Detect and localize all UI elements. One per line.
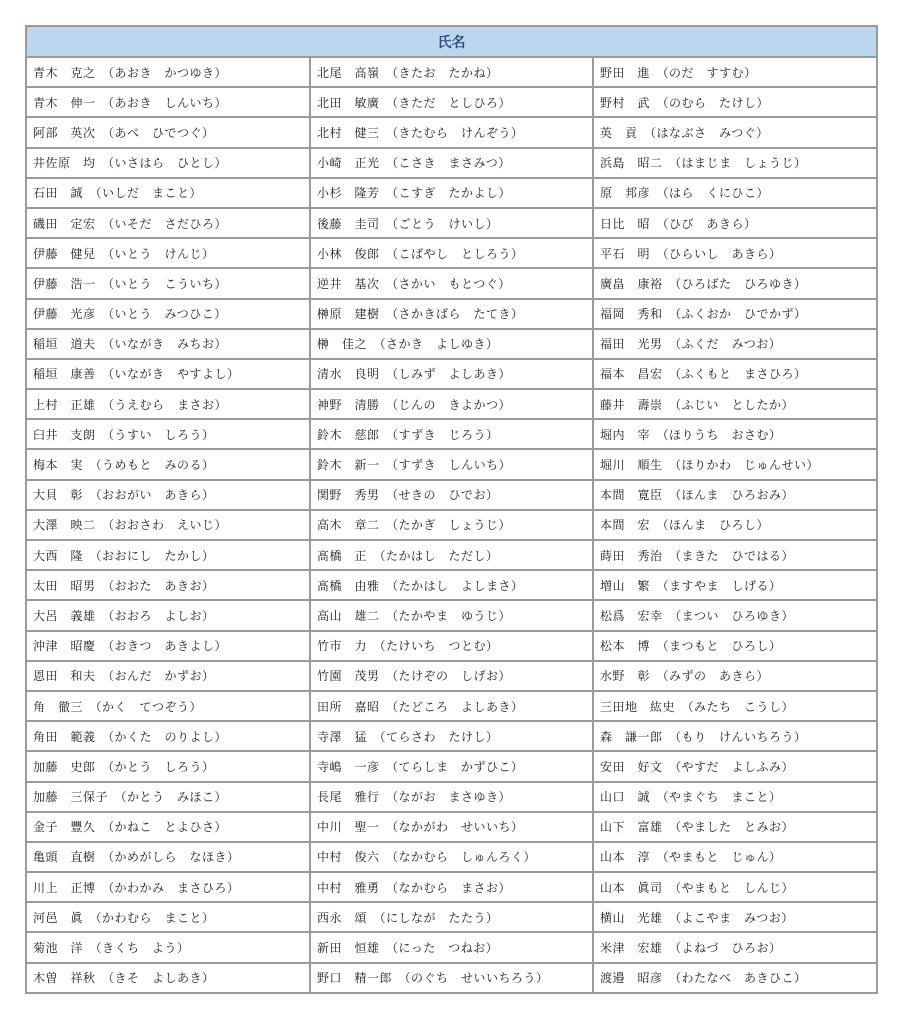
person-name: 藤井 壽崇 （ふじい としたか）	[600, 397, 795, 412]
person-name: 高木 章二 （たかぎ しょうじ）	[317, 518, 512, 533]
person-name: 髙橋 正 （たかはし ただし）	[317, 548, 499, 563]
table-row	[26, 782, 877, 812]
name-cell	[26, 299, 310, 329]
person-name: 川上 正博 （かわかみ まさひろ）	[33, 880, 240, 895]
name-cell	[310, 480, 593, 510]
person-name: 竹園 茂男 （たけぞの しげお）	[317, 669, 512, 684]
name-cell	[310, 449, 593, 479]
table-row	[26, 238, 877, 268]
name-cell	[26, 751, 310, 781]
name-cell	[26, 872, 310, 902]
name-cell	[310, 963, 593, 993]
person-name: 野口 精一郎 （のぐち せいいちろう）	[317, 971, 549, 986]
person-name: 稲垣 道夫 （いながき みちお）	[33, 337, 228, 352]
table-row	[26, 691, 877, 721]
name-cell	[593, 449, 877, 479]
person-name: 廣畠 康裕 （ひろばた ひろゆき）	[600, 276, 807, 291]
name-cell	[26, 600, 310, 630]
name-cell	[26, 480, 310, 510]
person-name: 関野 秀男 （せきの ひでお）	[317, 488, 499, 503]
name-cell	[310, 57, 593, 87]
name-cell	[26, 631, 310, 661]
name-cell	[593, 902, 877, 932]
name-table	[25, 25, 878, 994]
name-cell	[310, 178, 593, 208]
name-cell	[593, 57, 877, 87]
name-cell	[26, 842, 310, 872]
name-cell	[593, 268, 877, 298]
person-name: 恩田 和夫 （おんだ かずお）	[33, 669, 215, 684]
name-cell	[26, 812, 310, 842]
person-name: 山下 富雄 （やました とみお）	[600, 820, 795, 835]
name-cell	[593, 721, 877, 751]
name-cell	[310, 208, 593, 238]
table-row	[26, 87, 877, 117]
person-name: 水野 彰 （みずの あきら）	[600, 669, 770, 684]
name-cell	[593, 782, 877, 812]
person-name: 本間 寛臣 （ほんま ひろおみ）	[600, 488, 795, 503]
name-cell	[593, 299, 877, 329]
name-cell	[26, 902, 310, 932]
table-row	[26, 299, 877, 329]
name-cell	[26, 117, 310, 147]
name-cell	[26, 932, 310, 962]
name-cell	[26, 389, 310, 419]
person-name: 河邑 眞 （かわむら まこと）	[33, 910, 215, 925]
person-name: 小杉 隆芳 （こすぎ たかよし）	[317, 186, 512, 201]
person-name: 竹市 力 （たけいち つとむ）	[317, 639, 499, 654]
person-name: 青木 伸一 （あおき しんいち）	[33, 95, 228, 110]
person-name: 英 貢 （はなぶさ みつぐ）	[600, 125, 769, 140]
person-name: 松本 博 （まつもと ひろし）	[600, 639, 782, 654]
name-cell	[593, 872, 877, 902]
person-name: 中川 聖一 （なかがわ せいいち）	[317, 820, 524, 835]
person-name: 鈴木 慈郎 （すずき じろう）	[317, 427, 499, 442]
name-cell	[310, 782, 593, 812]
person-name: 森 謙一郎 （もり けんいちろう）	[600, 729, 807, 744]
person-name: 福岡 秀和 （ふくおか ひでかず）	[600, 307, 807, 322]
table-row	[26, 510, 877, 540]
table-row	[26, 480, 877, 510]
name-cell	[310, 419, 593, 449]
person-name: 長尾 雅行 （ながお まさゆき）	[317, 790, 512, 805]
name-cell	[593, 480, 877, 510]
name-cell	[26, 963, 310, 993]
person-name: 逆井 基次 （さかい もとつぐ）	[317, 276, 511, 291]
name-cell	[310, 268, 593, 298]
name-cell	[26, 510, 310, 540]
person-name: 中村 俊六 （なかむら しゅんろく）	[317, 850, 537, 865]
person-name: 伊藤 健兒 （いとう けんじ）	[33, 246, 215, 261]
name-cell	[26, 148, 310, 178]
name-cell	[593, 751, 877, 781]
name-cell	[310, 691, 593, 721]
name-cell	[26, 178, 310, 208]
name-cell	[593, 932, 877, 962]
table-row	[26, 329, 877, 359]
person-name: 米津 宏雄 （よねづ ひろお）	[600, 941, 782, 956]
table-row	[26, 359, 877, 389]
table-row	[26, 932, 877, 962]
table-row	[26, 902, 877, 932]
table-row	[26, 631, 877, 661]
person-name: 蒔田 秀治 （まきた ひではる）	[600, 548, 795, 563]
person-name: 神野 清勝 （じんの きよかつ）	[317, 397, 512, 412]
person-name: 大澤 映二 （おおさわ えいじ）	[33, 518, 228, 533]
person-name: 伊藤 光彦 （いとう みつひこ）	[33, 307, 227, 322]
table-row	[26, 419, 877, 449]
person-name: 加藤 史郎 （かとう しろう）	[33, 759, 215, 774]
name-cell	[310, 872, 593, 902]
name-cell	[310, 842, 593, 872]
person-name: 木曽 祥秋 （きそ よしあき）	[33, 971, 215, 986]
person-name: 高山 雄二 （たかやま ゆうじ）	[317, 608, 512, 623]
name-cell	[593, 510, 877, 540]
person-name: 後藤 圭司 （ごとう けいし）	[317, 216, 499, 231]
column-header-name: 氏名	[26, 26, 877, 57]
name-cell	[593, 842, 877, 872]
name-cell	[26, 782, 310, 812]
person-name: 鈴木 新一 （すずき しんいち）	[317, 458, 512, 473]
person-name: 三田地 紘史 （みたち こうし）	[600, 699, 795, 714]
person-name: 梅本 実 （うめもと みのる）	[33, 458, 215, 473]
table-row	[26, 721, 877, 751]
person-name: 阿部 英次 （あべ ひでつぐ）	[33, 125, 215, 140]
table-row	[26, 208, 877, 238]
person-name: 安田 好文 （やすだ よしふみ）	[600, 759, 795, 774]
name-cell	[26, 570, 310, 600]
table-row	[26, 872, 877, 902]
table-body	[26, 57, 877, 993]
person-name: 大貝 彰 （おおがい あきら）	[33, 488, 215, 503]
table-row	[26, 661, 877, 691]
person-name: 菊池 洋 （きくち よう）	[33, 941, 190, 956]
name-cell	[26, 329, 310, 359]
name-cell	[310, 148, 593, 178]
name-cell	[593, 570, 877, 600]
person-name: 臼井 支朗 （うすい しろう）	[33, 427, 215, 442]
name-cell	[310, 600, 593, 630]
name-cell	[26, 691, 310, 721]
person-name: 沖津 昭慶 （おきつ あきよし）	[33, 639, 228, 654]
name-cell	[593, 208, 877, 238]
name-cell	[593, 812, 877, 842]
person-name: 上村 正雄 （うえむら まさお）	[33, 397, 228, 412]
name-cell	[310, 359, 593, 389]
table-row	[26, 751, 877, 781]
table-row	[26, 842, 877, 872]
person-name: 寺澤 猛 （てらさわ たけし）	[317, 729, 499, 744]
table-row	[26, 268, 877, 298]
name-cell	[593, 419, 877, 449]
table-row	[26, 570, 877, 600]
person-name: 西永 頌 （にしなが たたう）	[317, 910, 499, 925]
table-row	[26, 389, 877, 419]
name-cell	[593, 178, 877, 208]
person-name: 北田 敏廣 （きただ としひろ）	[317, 95, 512, 110]
name-cell	[310, 661, 593, 691]
name-cell	[593, 329, 877, 359]
person-name: 北村 健三 （きたむら けんぞう）	[317, 125, 524, 140]
person-name: 堀川 順生 （ほりかわ じゅんせい）	[600, 458, 820, 473]
person-name: 大西 隆 （おおにし たかし）	[33, 548, 215, 563]
name-cell	[26, 540, 310, 570]
person-name: 榊 佳之 （さかき よしゆき）	[317, 337, 499, 352]
name-cell	[26, 661, 310, 691]
name-cell	[593, 691, 877, 721]
person-name: 横山 光雄 （よこやま みつお）	[600, 910, 794, 925]
person-name: 新田 恒雄 （にった つねお）	[317, 941, 499, 956]
person-name: 加藤 三保子 （かとう みほこ）	[33, 790, 228, 805]
person-name: 田所 嘉昭 （たどころ よしあき）	[317, 699, 524, 714]
name-cell	[310, 902, 593, 932]
person-name: 堀内 宰 （ほりうち おさむ）	[600, 427, 782, 442]
person-name: 増山 繁 （ますやま しげる）	[600, 578, 782, 593]
name-cell	[26, 87, 310, 117]
table-row	[26, 540, 877, 570]
person-name: 亀頭 直樹 （かめがしら なほき）	[33, 850, 240, 865]
header-row	[26, 26, 877, 57]
name-cell	[593, 963, 877, 993]
person-name: 磯田 定宏 （いそだ さだひろ）	[33, 216, 228, 231]
name-cell	[593, 661, 877, 691]
name-cell	[310, 510, 593, 540]
name-cell	[310, 117, 593, 147]
name-cell	[593, 238, 877, 268]
person-name: 角 徹三 （かく てつぞう）	[33, 699, 203, 714]
person-name: 中村 雅勇 （なかむら まさお）	[317, 880, 512, 895]
person-name: 松爲 宏幸 （まつい ひろゆき）	[600, 608, 795, 623]
name-cell	[310, 812, 593, 842]
person-name: 山本 淳 （やまもと じゅん）	[600, 850, 782, 865]
person-name: 福田 光男 （ふくだ みつお）	[600, 337, 782, 352]
person-name: 小林 俊郎 （こばやし としろう）	[317, 246, 524, 261]
person-name: 石田 誠 （いしだ まこと）	[33, 186, 203, 201]
person-name: 平石 明 （ひらいし あきら）	[600, 246, 782, 261]
person-name: 太田 昭男 （おおた あきお）	[33, 578, 215, 593]
name-cell	[310, 631, 593, 661]
person-name: 伊藤 浩一 （いとう こういち）	[33, 276, 228, 291]
table-row	[26, 178, 877, 208]
person-name: 日比 昭 （ひび あきら）	[600, 216, 757, 231]
name-cell	[26, 449, 310, 479]
person-name: 榊原 建樹 （さかきばら たてき）	[317, 307, 524, 322]
table-row	[26, 117, 877, 147]
person-name: 野村 武 （のむら たけし）	[600, 95, 770, 110]
name-cell	[310, 87, 593, 117]
name-cell	[26, 57, 310, 87]
person-name: 福本 昌宏 （ふくもと まさひろ）	[600, 367, 807, 382]
table-row	[26, 963, 877, 993]
name-cell	[310, 540, 593, 570]
name-cell	[310, 389, 593, 419]
person-name: 清水 良明 （しみず よしあき）	[317, 367, 512, 382]
person-name: 原 邦彦 （はら くにひこ）	[600, 186, 770, 201]
name-cell	[593, 540, 877, 570]
person-name: 北尾 高嶺 （きたお たかね）	[317, 65, 499, 80]
name-cell	[310, 932, 593, 962]
person-name: 稲垣 康善 （いながき やすよし）	[33, 367, 240, 382]
name-cell	[26, 208, 310, 238]
table-row	[26, 449, 877, 479]
name-cell	[26, 419, 310, 449]
person-name: 小崎 正光 （こさき まさみつ）	[317, 156, 511, 171]
person-name: 角田 範義 （かくた のりよし）	[33, 729, 228, 744]
person-name: 井佐原 均 （いさはら ひとし）	[33, 156, 228, 171]
name-cell	[26, 268, 310, 298]
person-name: 山口 誠 （やまぐち まこと）	[600, 790, 782, 805]
name-cell	[310, 299, 593, 329]
name-cell	[310, 721, 593, 751]
table-row	[26, 148, 877, 178]
person-name: 青木 克之 （あおき かつゆき）	[33, 65, 228, 80]
person-name: 寺嶋 一彦 （てらしま かずひこ）	[317, 759, 524, 774]
table-row	[26, 57, 877, 87]
person-name: 山本 眞司 （やまもと しんじ）	[600, 880, 795, 895]
name-cell	[593, 117, 877, 147]
name-cell	[310, 751, 593, 781]
name-list	[25, 25, 876, 994]
person-name: 髙橋 由雅 （たかはし よしまさ）	[317, 578, 524, 593]
name-cell	[310, 238, 593, 268]
person-name: 渡邉 昭彦 （わたなべ あきひこ）	[600, 971, 807, 986]
table-row	[26, 600, 877, 630]
name-cell	[593, 389, 877, 419]
name-cell	[310, 329, 593, 359]
person-name: 大呂 義雄 （おおろ よしお）	[33, 608, 215, 623]
name-cell	[26, 238, 310, 268]
name-cell	[593, 359, 877, 389]
name-cell	[26, 359, 310, 389]
name-cell	[593, 600, 877, 630]
person-name: 浜島 昭二 （はまじま しょうじ）	[600, 156, 807, 171]
name-cell	[310, 570, 593, 600]
person-name: 金子 豐久 （かねこ とよひさ）	[33, 820, 228, 835]
person-name: 野田 進 （のだ すすむ）	[600, 65, 757, 80]
name-cell	[593, 148, 877, 178]
name-cell	[593, 631, 877, 661]
name-cell	[593, 87, 877, 117]
table-row	[26, 812, 877, 842]
person-name: 本間 宏 （ほんま ひろし）	[600, 518, 770, 533]
name-cell	[26, 721, 310, 751]
